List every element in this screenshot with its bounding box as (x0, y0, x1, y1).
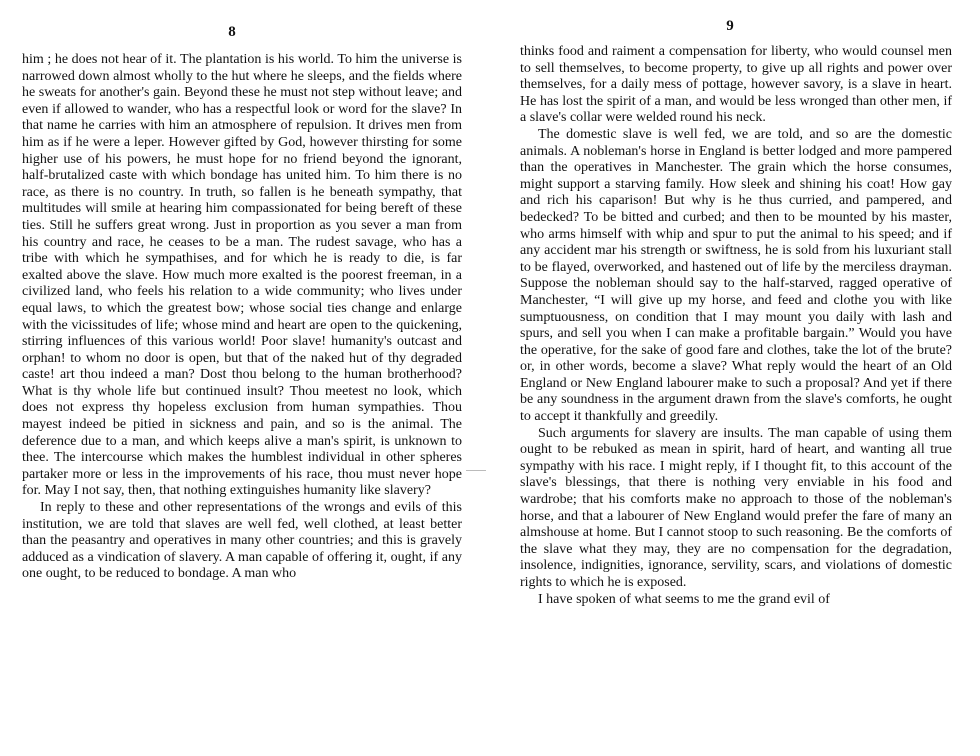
page-body-text (22, 52, 462, 583)
paragraph: him ; he does not hear of it. The plantation is his world. To him the universe is narrowed down almost wholly to the hut where he sleeps, and the fields where he sweats for another's gain. Beyond these he must not step without leave; and even if allowed to wander, who has a respectful look or word for the slave? In that name he carries with him an atmosphere of repulsion. It drives men from him as if he were a leper. However gifted by God, however thirsting for some higher use of his powers, he must hope for no friend beyond the ignorant, half-brutalized caste with which bondage has united him. To him there is no race, as there is no country. In truth, so fallen is he beneath sympathy, that multitudes will smile at hearing him compassionated for being bereft of these ties. Still he suffers great wrong. Just in proportion as you sever a man from his country and race, he ceases to be a man. The rudest savage, who has a tribe with which he sympathises, and for which he is ready to die, is far exalted above the slave. How much more exalted is the poorest freeman, in a civilized land, who feels his relation to a wide community; who lives under equal laws, to which the greatest bow; whose social ties change and enlarge with the vicissitudes of life; whose mind and heart are open to the quickening, stirring influences of this various world! Poor slave! humanity's outcast and orphan! to whom no door is open, but that of the naked hut of thy degraded caste! art thou indeed a man? Dost thou belong to the human brotherhood? What is thy whole life but continued insult? Thou meetest no look, which does not express thy hopeless exclusion from human sympathies. Thou mayest indeed be pitied in sickness and pain, and so is the animal. The deference due to a man, and which keeps alive a man's spirit, is unknown to thee. The intercourse which makes the humblest individual in other spheres partaker more or less in the improvements of his race, thou must never hope for. May I not say, then, that nothing extinguishes humanity like slavery? (22, 52, 462, 499)
page-body-text (520, 44, 952, 608)
paragraph: I have spoken of what seems to me the grand evil of (538, 591, 830, 607)
paragraph: thinks food and raiment a compensation for liberty, who would counsel men to sell themselves, to become property, to give up all rights and power over themselves, for a daily mess of pottage, however savory, is a slave in heart. He has lost the spirit of a man, and would be less wronged than other men, if a slave's collar were welded round his neck. (520, 44, 952, 126)
right-page (520, 0, 952, 756)
page-number: 8 (228, 24, 236, 40)
paragraph: Such arguments for slavery are insults. The man capable of using them ought to be rebuked as mean in spirit, hard of heart, and wanting all true sympathy with his race. I might reply, if I thought fit, to this account of the slave's blessings, that there is nothing very enviable in his food and wardrobe; that his comforts make no approach to those of the nobleman's horse, and that a labourer of New England would prefer the fare of many an almshouse at home. But I cannot stoop to such reasoning. Be the comforts of the slave what they may, they are no compensation for the degradation, insolence, indignities, ignorance, servility, scars, and violations of domestic rights to which he is exposed. (520, 425, 952, 590)
page-number: 9 (726, 18, 734, 34)
paragraph: The domestic slave is well fed, we are told, and so are the domestic animals. A nobleman's horse in England is better lodged and more pampered than the operatives in Manchester. The grain which the horse consumes, might support a starving family. How sleek and shining his coat! How gay and rich his caparison! But why is he thus curried, and pampered, and bedecked? To be bitted and curbed; and then to be mounted by his master, who arms himself with whip and spur to put the animal to his speed; and if any accident mar his strength or swiftness, he is sold from his luxuriant stall to be flayed, overworked, and hastened out of life by the merciless drayman. Suppose the nobleman should say to the half-starved, ragged operative of Manchester, “I will give up my horse, and feed and clothe you with like sumptuousness, on condition that I may mount you daily with lash and spurs, and sell you when I can make a profitable bargain.” Would you have the operative, for the sake of good fare and clothes, take the lot of the brute? or, in other words, become a slave? What reply would the heart of an Old England or New England labourer make to such a proposal? And yet if there be any soundness in the argument drawn from the slave's comforts, he ought to accept it thankfully and greedily. (520, 126, 952, 425)
left-page (22, 0, 462, 756)
gutter-mark (466, 470, 486, 471)
paragraph: In reply to these and other representations of the wrongs and evils of this institution, we are told that slaves are well fed, well clothed, at least better than the peasantry and operatives in many other countries; and this is gravely adduced as a vindication of slavery. A man capable of offering it, ought, if any one ought, to be reduced to bondage. A man who (22, 500, 462, 582)
